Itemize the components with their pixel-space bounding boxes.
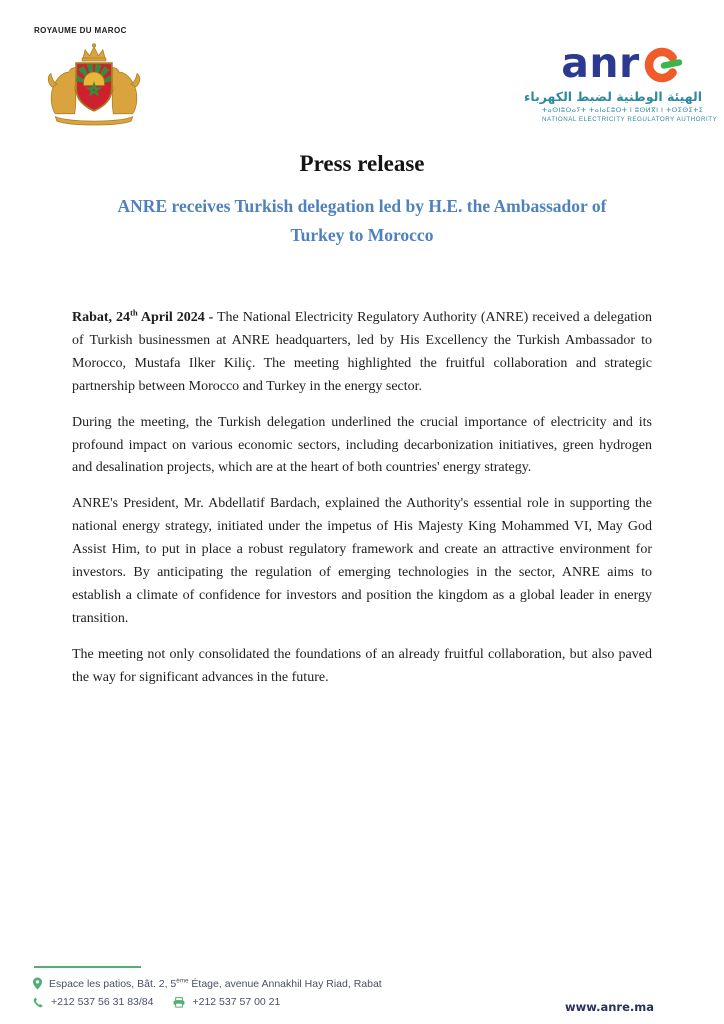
anre-english-name: NATIONAL ELECTRICITY REGULATORY AUTHORITY (542, 116, 718, 124)
kingdom-block (34, 26, 152, 131)
page-title: Press release (299, 151, 425, 176)
page-footer (33, 966, 654, 1014)
subtitle-line-2: Turkey to Morocco (290, 224, 434, 245)
anre-logo-block (524, 38, 718, 131)
contact-row (33, 996, 654, 1008)
paragraph-1 (72, 307, 652, 399)
phone-group (33, 996, 153, 1008)
website-url: www.anre.ma (564, 1000, 654, 1014)
anre-e-icon (641, 44, 683, 86)
dateline-rest: April 2024 - (137, 309, 214, 325)
paragraph-3: ANRE's President, Mr. Abdellatif Bardach, explained the Authority's essential role in supporting the national energy strategy, initiated under the impetus of His Majesty King Mohammed VI, May God Assist Him, to put in place a robust regulatory framework and create an attractive environment for investors. By anticipating the regulation of emerging technologies in the sector, ANRE aims to establish a climate of confidence for investors and position the kingdom as a global leader in energy transition. (72, 496, 652, 627)
address-row (33, 977, 654, 990)
anre-logo (542, 38, 702, 88)
morocco-coat-of-arms-icon (42, 42, 146, 126)
press-release-subtitle (0, 192, 724, 250)
address-text: Espace les patios, Bât. 2, 5ème Étage, avenue Annakhil Hay Riad, Rabat (49, 977, 382, 990)
phone-number: +212 537 56 31 83/84 (51, 996, 154, 1008)
paragraph-4: The meeting not only consolidated the foundations of an already fruitful collaboration, but also paved the way for significant advances in the future. (72, 647, 652, 686)
address-ordinal: ème (176, 977, 189, 984)
paragraph-1-text: The National Electricity Regulatory Authority (ANRE) received a delegation of Turkish businessmen at ANRE headquarters, led by His Excellency the Turkish Ambassador to Morocco, Mustafa Ilker Kiliç. The meeting highlighted the fruitful collaboration and strategic partnership between Morocco and Turkey in the energy sector. (72, 309, 653, 394)
dateline: Rabat, 24 (72, 309, 130, 325)
anre-arabic-name: الهيئة الوطنية لضبط الكهرباء (524, 89, 702, 104)
press-release-body (72, 307, 652, 690)
dateline-ordinal: th (130, 307, 138, 318)
anre-wordmark: anr (561, 38, 640, 87)
fax-icon (173, 997, 185, 1008)
paragraph-2: During the meeting, the Turkish delegation underlined the crucial importance of electricity and its profound impact on various economic sectors, including decarbonization initiatives, green hydrogen and desalination projects, which are at the heart of both countries' energy strategy. (72, 414, 652, 476)
page-header (0, 0, 724, 131)
fax-number: +212 537 57 00 21 (192, 996, 281, 1008)
location-pin-icon (33, 977, 42, 990)
footer-divider (34, 966, 141, 968)
kingdom-label: ROYAUME DU MAROC (34, 26, 127, 35)
phone-icon (33, 997, 44, 1008)
subtitle-line-1: ANRE receives Turkish delegation led by H.E. the Ambassador of (117, 196, 607, 216)
fax-group (173, 996, 280, 1008)
anre-tifinagh-name: ⵜⴰⵙⵏⵓⵔⴰⵢⵜ ⵜⴰⵏⴰⵎⵓⵔⵜ ⵏ ⵓⵙⵍⴳⵏ ⵏ ⵜⵔⵉⵙⵉⵜⵉ (542, 106, 704, 115)
